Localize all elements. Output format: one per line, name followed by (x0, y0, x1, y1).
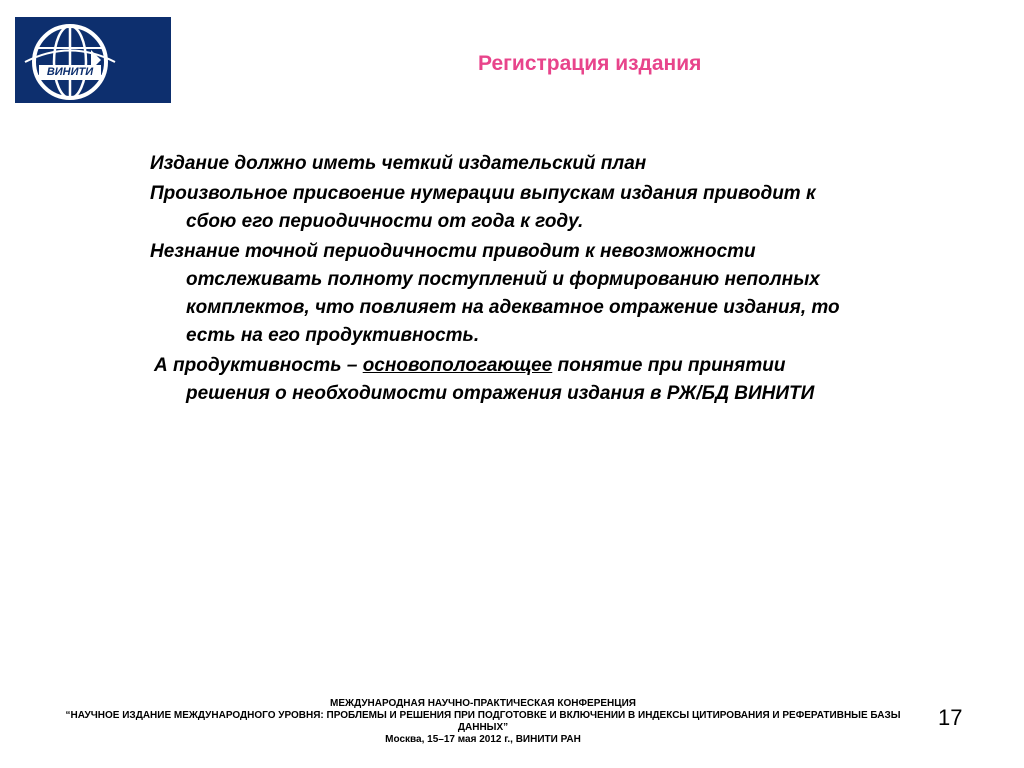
slide-body (150, 150, 870, 410)
conference-footer (60, 698, 906, 746)
paragraph-productivity (150, 352, 870, 408)
logo-text: ВИНИТИ (39, 65, 101, 80)
paragraph-plan: Издание должно иметь четкий издательский план (150, 153, 647, 174)
paragraph-numbering: Произвольное присвоение нумерации выпускам издания приводит к сбою его периодичности от года к году. (150, 183, 816, 232)
productivity-text-end: понятие при принятии решения о необходимости отражения издания в РЖ/БД ВИНИТИ (186, 355, 815, 404)
footer-line-3: Москва, 15–17 мая 2012 г., ВИНИТИ РАН (385, 734, 581, 745)
footer-line-2: “НАУЧНОЕ ИЗДАНИЕ МЕЖДУНАРОДНОГО УРОВНЯ: ПРОБЛЕМЫ И РЕШЕНИЯ ПРИ ПОДГОТОВКЕ И ВКЛЮЧЕНИИ В ИНДЕКСЫ ЦИТИРОВАНИЯ И РЕФЕРАТИВНЫЕ БАЗЫ ДАННЫХ” (65, 710, 901, 733)
paragraph-periodicity: Незнание точной периодичности приводит к невозможности отслеживать полноту поступлений и формированию неполных комплектов, что повлияет на адекватное отражение издания, то есть на его продуктивность. (150, 241, 840, 346)
viniti-logo (15, 17, 171, 103)
globe-arrow-icon (15, 17, 171, 103)
underlined-term: основопологающее (362, 355, 553, 376)
page-number: 17 (938, 705, 963, 730)
slide-title: Регистрация издания (478, 52, 702, 75)
productivity-text-start: А продуктивность – (154, 355, 363, 376)
footer-line-1: МЕЖДУНАРОДНАЯ НАУЧНО-ПРАКТИЧЕСКАЯ КОНФЕРЕНЦИЯ (330, 698, 636, 709)
